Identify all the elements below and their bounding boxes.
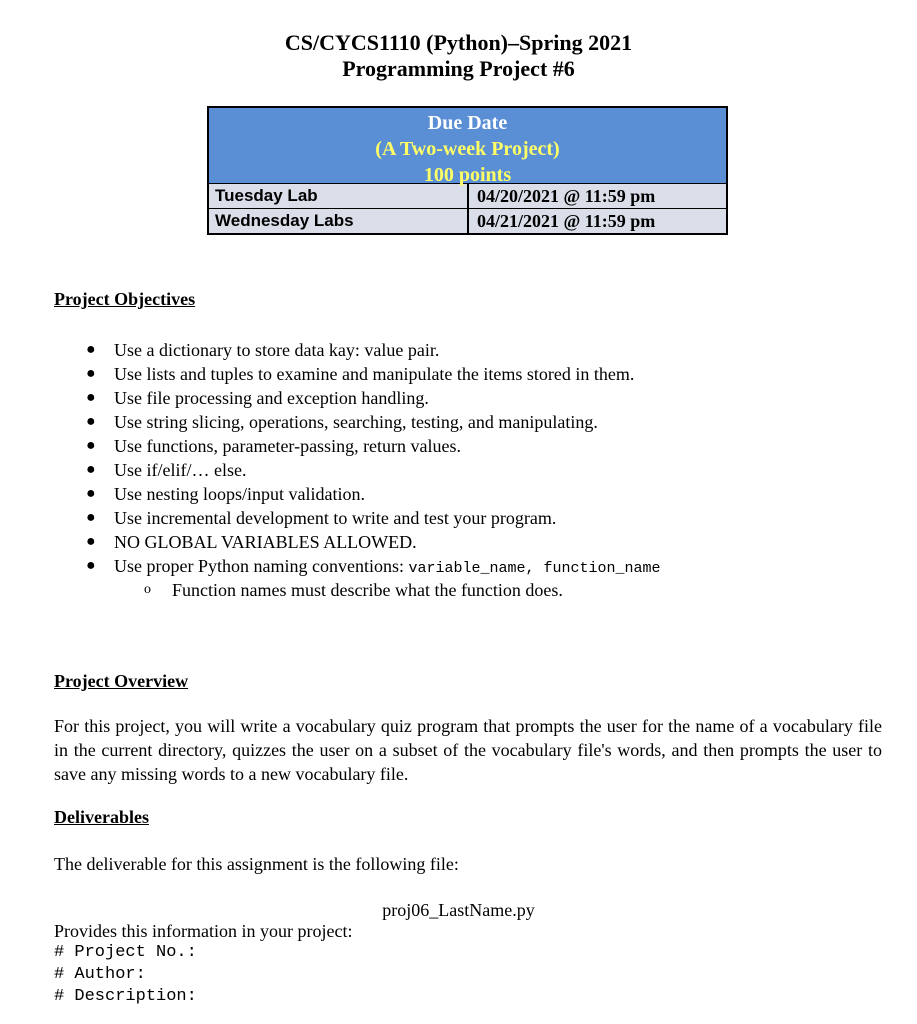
overview-heading: Project Overview bbox=[54, 671, 189, 691]
list-item: ● Use functions, parameter-passing, return values. bbox=[86, 436, 462, 456]
bullet-icon: ● bbox=[86, 365, 96, 382]
due-date-heading: Due Date bbox=[427, 112, 508, 134]
list-item-naming-conventions: ● Use proper Python naming conventions: variable_name, function_name bbox=[86, 556, 661, 577]
due-row-label: Tuesday Lab bbox=[209, 184, 469, 208]
bullet-icon: ● bbox=[86, 389, 96, 406]
bullet-icon: ● bbox=[86, 461, 96, 478]
objectives-list bbox=[86, 338, 661, 578]
bullet-icon: ● bbox=[86, 341, 96, 358]
code-line: # Project No.: bbox=[54, 943, 197, 962]
list-item: ● Use lists and tuples to examine and manipulate the items stored in them. bbox=[86, 364, 635, 384]
hollow-bullet-icon: o bbox=[144, 582, 151, 597]
list-item: ● Use string slicing, operations, searching, testing, and manipulating. bbox=[86, 412, 598, 432]
document-title: CS/CYCS1110 (Python)–Spring 2021 bbox=[284, 30, 633, 55]
due-date-table bbox=[207, 106, 728, 235]
bullet-icon: ● bbox=[86, 557, 96, 574]
bullet-icon: ● bbox=[86, 413, 96, 430]
bullet-icon: ● bbox=[86, 485, 96, 502]
list-item: ● Use a dictionary to store data kay: value pair. bbox=[86, 340, 440, 360]
due-date-header bbox=[209, 108, 726, 184]
bullet-icon: ● bbox=[86, 437, 96, 454]
deliverable-filename: proj06_LastName.py bbox=[382, 900, 535, 920]
list-item: ● Use incremental development to write and test your program. bbox=[86, 508, 557, 528]
overview-paragraph: For this project, you will write a vocabulary quiz program that prompts the user for the name of a vocabulary file in the current directory, quizzes the user on a subset of the vocabulary file's words, and then prompts the user to save any missing words to a new vocabulary file. bbox=[54, 716, 882, 784]
bullet-icon: ● bbox=[86, 533, 96, 550]
project-duration: (A Two-week Project) bbox=[375, 138, 560, 160]
list-item: ● NO GLOBAL VARIABLES ALLOWED. bbox=[86, 532, 417, 552]
due-row-wednesday bbox=[209, 208, 726, 233]
due-row-tuesday bbox=[209, 184, 726, 208]
naming-code-example: variable_name, function_name bbox=[408, 560, 661, 577]
code-line: # Description: bbox=[54, 987, 197, 1006]
objectives-heading: Project Objectives bbox=[54, 289, 196, 309]
project-points: 100 points bbox=[423, 164, 512, 186]
sub-list-item: o Function names must describe what the function does. bbox=[144, 580, 563, 600]
bullet-icon: ● bbox=[86, 509, 96, 526]
document-subtitle: Programming Project #6 bbox=[342, 56, 575, 81]
provides-info-text: Provides this information in your project: bbox=[54, 921, 353, 941]
list-item: ● Use nesting loops/input validation. bbox=[86, 484, 365, 504]
list-item: ● Use if/elif/… else. bbox=[86, 460, 247, 480]
due-row-label: Wednesday Labs bbox=[209, 209, 469, 233]
due-row-date: 04/21/2021 @ 11:59 pm bbox=[477, 211, 656, 231]
list-item: ● Use file processing and exception handling. bbox=[86, 388, 429, 408]
deliverables-intro: The deliverable for this assignment is the following file: bbox=[54, 854, 459, 874]
deliverables-heading: Deliverables bbox=[54, 807, 149, 827]
code-line: # Author: bbox=[54, 965, 146, 984]
due-row-date: 04/20/2021 @ 11:59 pm bbox=[477, 186, 656, 206]
